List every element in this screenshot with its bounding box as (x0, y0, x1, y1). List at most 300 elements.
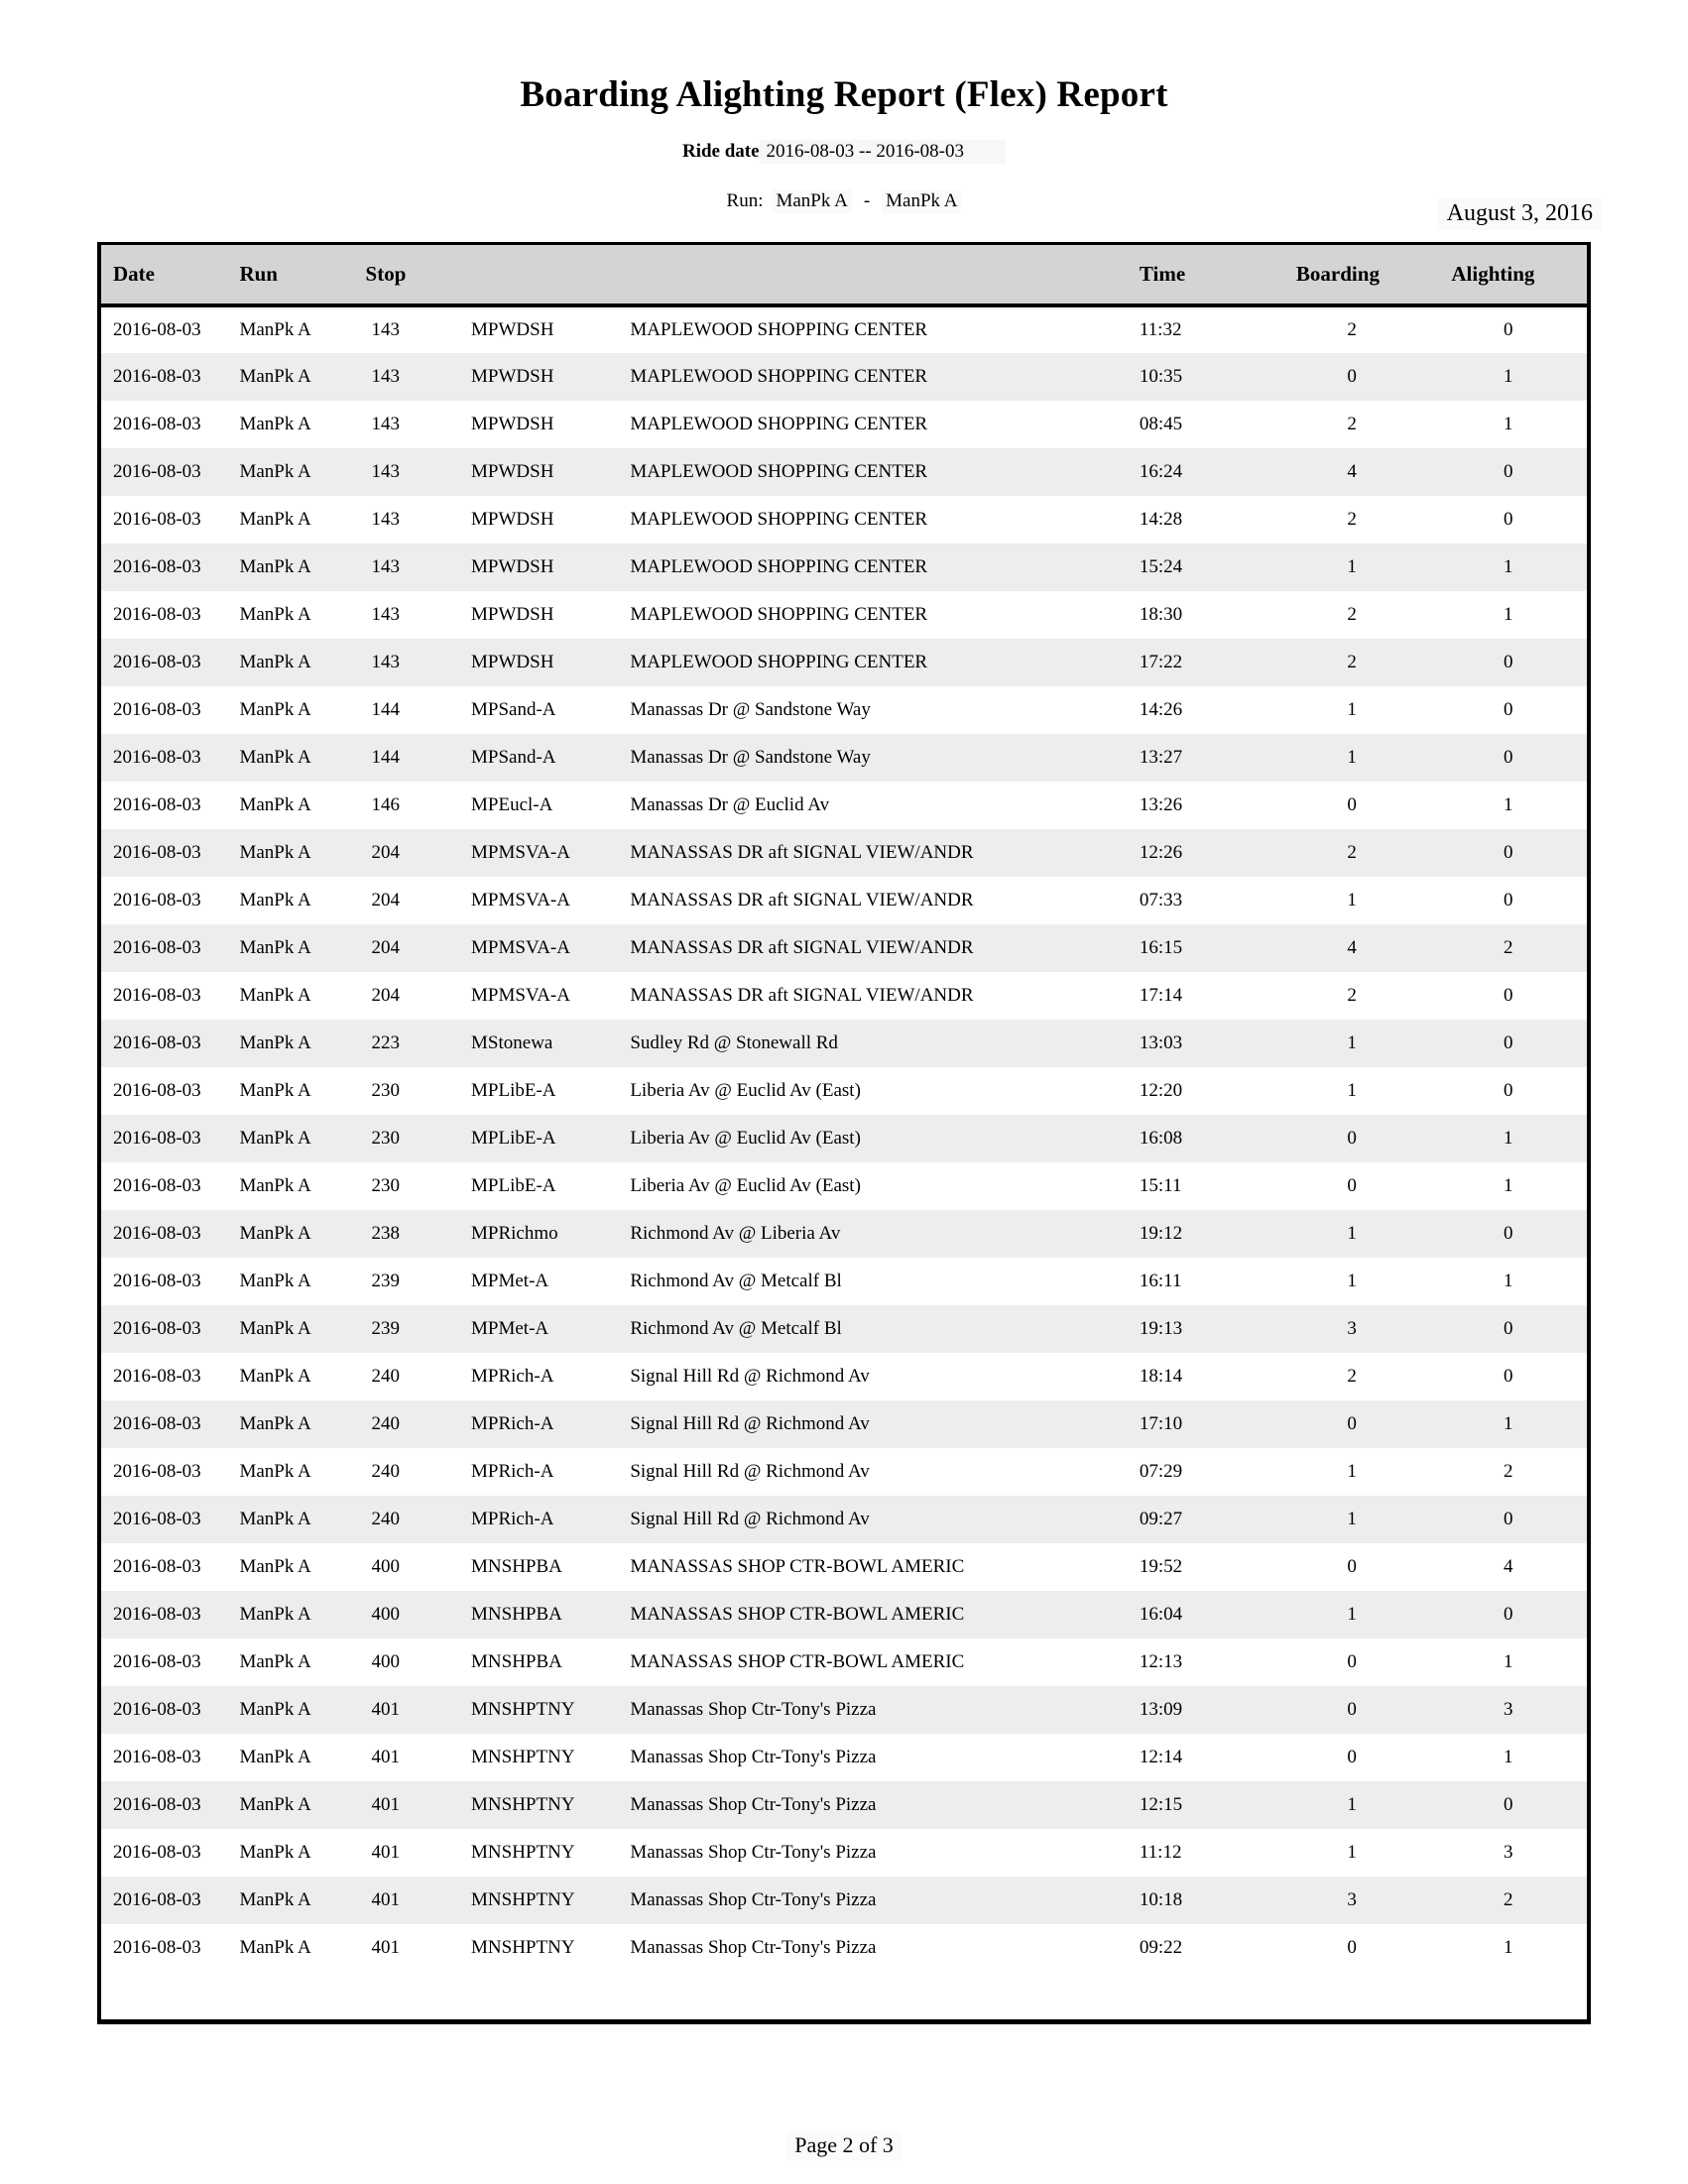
cell-stop-name: Signal Hill Rd @ Richmond Av (612, 1353, 1130, 1400)
cell-time: 19:12 (1130, 1210, 1274, 1258)
cell-stop: 230 (354, 1067, 461, 1115)
cell-alighting: 2 (1429, 924, 1587, 972)
cell-time: 15:11 (1130, 1162, 1274, 1210)
cell-stop-code: MPMSVA-A (461, 829, 612, 877)
cell-run: ManPk A (231, 829, 353, 877)
cell-stop-name: MAPLEWOOD SHOPPING CENTER (612, 401, 1130, 448)
cell-stop: 240 (354, 1400, 461, 1448)
cell-time: 11:32 (1130, 305, 1274, 353)
cell-boarding: 3 (1274, 1305, 1429, 1353)
table-bottom-spacer-cell (101, 1972, 1587, 2019)
cell-run: ManPk A (231, 448, 353, 496)
table-row (101, 1638, 1587, 1686)
cell-boarding: 1 (1274, 1020, 1429, 1067)
table-row (101, 1543, 1587, 1591)
table-row (101, 1400, 1587, 1448)
page-number-text: Page 2 of 3 (786, 2130, 902, 2160)
cell-run: ManPk A (231, 1258, 353, 1305)
cell-alighting: 1 (1429, 1924, 1587, 1972)
cell-time: 19:13 (1130, 1305, 1274, 1353)
cell-run: ManPk A (231, 1210, 353, 1258)
cell-date: 2016-08-03 (101, 1829, 231, 1877)
cell-time: 08:45 (1130, 401, 1274, 448)
cell-stop-code: MPEucl-A (461, 782, 612, 829)
cell-alighting: 0 (1429, 496, 1587, 544)
cell-stop: 204 (354, 877, 461, 924)
cell-date: 2016-08-03 (101, 1115, 231, 1162)
cell-stop-code: MNSHPTNY (461, 1829, 612, 1877)
cell-date: 2016-08-03 (101, 496, 231, 544)
cell-run: ManPk A (231, 496, 353, 544)
cell-boarding: 1 (1274, 1448, 1429, 1496)
table-row (101, 305, 1587, 353)
cell-time: 16:08 (1130, 1115, 1274, 1162)
cell-run: ManPk A (231, 1162, 353, 1210)
cell-stop: 143 (354, 353, 461, 401)
cell-time: 09:27 (1130, 1496, 1274, 1543)
cell-boarding: 1 (1274, 1067, 1429, 1115)
cell-date: 2016-08-03 (101, 1162, 231, 1210)
cell-stop: 143 (354, 496, 461, 544)
cell-alighting: 1 (1429, 1258, 1587, 1305)
page-title: Boarding Alighting Report (Flex) Report (520, 74, 1168, 115)
cell-stop-name: Richmond Av @ Metcalf Bl (612, 1305, 1130, 1353)
cell-stop-name: Manassas Dr @ Sandstone Way (612, 686, 1130, 734)
cell-stop-code: MPSand-A (461, 734, 612, 782)
cell-time: 12:26 (1130, 829, 1274, 877)
table-row (101, 686, 1587, 734)
cell-stop-name: MANASSAS DR aft SIGNAL VIEW/ANDR (612, 877, 1130, 924)
cell-alighting: 0 (1429, 1067, 1587, 1115)
cell-alighting: 1 (1429, 1734, 1587, 1781)
cell-boarding: 2 (1274, 401, 1429, 448)
column-header-stop-name (612, 244, 1130, 305)
cell-boarding: 2 (1274, 829, 1429, 877)
cell-stop-name: MANASSAS SHOP CTR-BOWL AMERIC (612, 1543, 1130, 1591)
cell-alighting: 0 (1429, 1020, 1587, 1067)
cell-alighting: 1 (1429, 401, 1587, 448)
cell-run: ManPk A (231, 591, 353, 639)
cell-stop-code: MNSHPTNY (461, 1924, 612, 1972)
cell-stop-code: MPWDSH (461, 639, 612, 686)
cell-stop: 401 (354, 1829, 461, 1877)
cell-run: ManPk A (231, 686, 353, 734)
cell-date: 2016-08-03 (101, 1400, 231, 1448)
cell-stop-code: MPSand-A (461, 686, 612, 734)
cell-run: ManPk A (231, 353, 353, 401)
cell-date: 2016-08-03 (101, 686, 231, 734)
cell-stop-name: MANASSAS DR aft SIGNAL VIEW/ANDR (612, 972, 1130, 1020)
cell-stop-name: Liberia Av @ Euclid Av (East) (612, 1162, 1130, 1210)
cell-boarding: 2 (1274, 591, 1429, 639)
cell-time: 18:30 (1130, 591, 1274, 639)
cell-boarding: 2 (1274, 496, 1429, 544)
table-row (101, 972, 1587, 1020)
cell-stop-name: MANASSAS SHOP CTR-BOWL AMERIC (612, 1591, 1130, 1638)
ride-date-value: 2016-08-03 -- 2016-08-03 (760, 140, 1006, 164)
cell-date: 2016-08-03 (101, 1877, 231, 1924)
cell-run: ManPk A (231, 1734, 353, 1781)
table-row (101, 782, 1587, 829)
table-body (101, 305, 1587, 2019)
boarding-alighting-table (101, 242, 1587, 2019)
cell-stop-name: MANASSAS DR aft SIGNAL VIEW/ANDR (612, 829, 1130, 877)
cell-stop: 230 (354, 1115, 461, 1162)
table-row (101, 1829, 1587, 1877)
cell-run: ManPk A (231, 1067, 353, 1115)
cell-boarding: 0 (1274, 1162, 1429, 1210)
cell-time: 07:29 (1130, 1448, 1274, 1496)
cell-stop-name: Liberia Av @ Euclid Av (East) (612, 1115, 1130, 1162)
cell-boarding: 0 (1274, 1686, 1429, 1734)
cell-date: 2016-08-03 (101, 734, 231, 782)
cell-boarding: 4 (1274, 448, 1429, 496)
cell-time: 13:27 (1130, 734, 1274, 782)
table-row (101, 639, 1587, 686)
cell-stop-code: MPWDSH (461, 496, 612, 544)
cell-run: ManPk A (231, 734, 353, 782)
cell-stop: 401 (354, 1781, 461, 1829)
cell-time: 13:09 (1130, 1686, 1274, 1734)
cell-date: 2016-08-03 (101, 1353, 231, 1400)
cell-run: ManPk A (231, 1400, 353, 1448)
cell-stop-code: MPLibE-A (461, 1162, 612, 1210)
cell-stop: 240 (354, 1496, 461, 1543)
table-row (101, 1448, 1587, 1496)
table-header (101, 244, 1587, 305)
cell-run: ManPk A (231, 639, 353, 686)
cell-stop-name: Manassas Shop Ctr-Tony's Pizza (612, 1781, 1130, 1829)
table-row (101, 877, 1587, 924)
table-row (101, 1067, 1587, 1115)
cell-stop: 223 (354, 1020, 461, 1067)
cell-stop: 143 (354, 544, 461, 591)
cell-stop-name: Manassas Dr @ Euclid Av (612, 782, 1130, 829)
cell-alighting: 1 (1429, 1638, 1587, 1686)
cell-stop-name: MANASSAS DR aft SIGNAL VIEW/ANDR (612, 924, 1130, 972)
cell-date: 2016-08-03 (101, 829, 231, 877)
cell-alighting: 0 (1429, 972, 1587, 1020)
table-row (101, 544, 1587, 591)
cell-boarding: 1 (1274, 1829, 1429, 1877)
cell-date: 2016-08-03 (101, 353, 231, 401)
cell-alighting: 1 (1429, 591, 1587, 639)
cell-boarding: 1 (1274, 1781, 1429, 1829)
cell-stop-name: Sudley Rd @ Stonewall Rd (612, 1020, 1130, 1067)
cell-alighting: 1 (1429, 1115, 1587, 1162)
cell-stop-name: Richmond Av @ Liberia Av (612, 1210, 1130, 1258)
cell-run: ManPk A (231, 924, 353, 972)
cell-date: 2016-08-03 (101, 1067, 231, 1115)
table-row (101, 591, 1587, 639)
cell-stop-name: Manassas Shop Ctr-Tony's Pizza (612, 1686, 1130, 1734)
cell-date: 2016-08-03 (101, 1020, 231, 1067)
cell-stop: 239 (354, 1305, 461, 1353)
cell-alighting: 0 (1429, 686, 1587, 734)
table-row (101, 1115, 1587, 1162)
cell-stop-code: MNSHPBA (461, 1591, 612, 1638)
cell-run: ManPk A (231, 1924, 353, 1972)
cell-run: ManPk A (231, 1020, 353, 1067)
cell-stop-name: MAPLEWOOD SHOPPING CENTER (612, 448, 1130, 496)
cell-time: 16:15 (1130, 924, 1274, 972)
cell-stop-code: MPRich-A (461, 1353, 612, 1400)
cell-boarding: 0 (1274, 353, 1429, 401)
cell-alighting: 0 (1429, 829, 1587, 877)
cell-stop: 146 (354, 782, 461, 829)
cell-stop-code: MPMSVA-A (461, 924, 612, 972)
cell-time: 12:13 (1130, 1638, 1274, 1686)
cell-boarding: 2 (1274, 972, 1429, 1020)
cell-boarding: 1 (1274, 544, 1429, 591)
cell-stop: 401 (354, 1877, 461, 1924)
cell-boarding: 0 (1274, 1400, 1429, 1448)
cell-time: 09:22 (1130, 1924, 1274, 1972)
cell-alighting: 0 (1429, 734, 1587, 782)
cell-alighting: 1 (1429, 782, 1587, 829)
cell-stop-code: MPLibE-A (461, 1067, 612, 1115)
cell-date: 2016-08-03 (101, 924, 231, 972)
column-header-run: Run (231, 244, 353, 305)
cell-alighting: 1 (1429, 544, 1587, 591)
table-row (101, 734, 1587, 782)
cell-date: 2016-08-03 (101, 544, 231, 591)
run-to-value: ManPk A (882, 189, 961, 213)
cell-stop-name: MAPLEWOOD SHOPPING CENTER (612, 591, 1130, 639)
table-row (101, 1781, 1587, 1829)
cell-time: 15:24 (1130, 544, 1274, 591)
cell-alighting: 0 (1429, 448, 1587, 496)
table-row (101, 496, 1587, 544)
cell-date: 2016-08-03 (101, 448, 231, 496)
table-bottom-spacer (101, 1972, 1587, 2019)
cell-boarding: 1 (1274, 1496, 1429, 1543)
cell-boarding: 1 (1274, 877, 1429, 924)
cell-time: 16:11 (1130, 1258, 1274, 1305)
cell-stop: 400 (354, 1591, 461, 1638)
cell-stop: 204 (354, 829, 461, 877)
cell-date: 2016-08-03 (101, 1591, 231, 1638)
cell-time: 10:35 (1130, 353, 1274, 401)
run-label: Run: (726, 190, 764, 212)
cell-date: 2016-08-03 (101, 1448, 231, 1496)
cell-stop: 401 (354, 1686, 461, 1734)
cell-boarding: 0 (1274, 1924, 1429, 1972)
cell-stop-code: MPWDSH (461, 591, 612, 639)
column-header-date: Date (101, 244, 231, 305)
cell-stop-name: MAPLEWOOD SHOPPING CENTER (612, 639, 1130, 686)
cell-run: ManPk A (231, 305, 353, 353)
cell-stop-name: Signal Hill Rd @ Richmond Av (612, 1448, 1130, 1496)
cell-alighting: 0 (1429, 1496, 1587, 1543)
cell-stop: 204 (354, 972, 461, 1020)
cell-stop-code: MPWDSH (461, 448, 612, 496)
run-from-value: ManPk A (772, 189, 851, 213)
cell-time: 16:04 (1130, 1591, 1274, 1638)
cell-stop: 144 (354, 686, 461, 734)
cell-stop: 401 (354, 1734, 461, 1781)
cell-run: ManPk A (231, 1829, 353, 1877)
table-row (101, 1305, 1587, 1353)
cell-stop-code: MNSHPTNY (461, 1734, 612, 1781)
cell-run: ManPk A (231, 1115, 353, 1162)
cell-stop-code: MPRich-A (461, 1448, 612, 1496)
cell-run: ManPk A (231, 1353, 353, 1400)
cell-run: ManPk A (231, 877, 353, 924)
cell-boarding: 2 (1274, 639, 1429, 686)
cell-stop-code: MPWDSH (461, 544, 612, 591)
cell-date: 2016-08-03 (101, 782, 231, 829)
cell-stop: 240 (354, 1448, 461, 1496)
cell-date: 2016-08-03 (101, 1305, 231, 1353)
cell-stop-name: Manassas Dr @ Sandstone Way (612, 734, 1130, 782)
table-row (101, 1591, 1587, 1638)
cell-time: 14:28 (1130, 496, 1274, 544)
ride-date-label: Ride date (681, 141, 760, 163)
column-header-stop: Stop (354, 244, 461, 305)
cell-run: ManPk A (231, 544, 353, 591)
cell-alighting: 3 (1429, 1686, 1587, 1734)
column-header-alighting: Alighting (1429, 244, 1587, 305)
cell-stop-name: Liberia Av @ Euclid Av (East) (612, 1067, 1130, 1115)
cell-boarding: 0 (1274, 1543, 1429, 1591)
cell-stop-code: MPMSVA-A (461, 877, 612, 924)
table-row (101, 401, 1587, 448)
cell-time: 17:14 (1130, 972, 1274, 1020)
cell-date: 2016-08-03 (101, 1734, 231, 1781)
cell-stop: 400 (354, 1638, 461, 1686)
cell-stop-code: MPRich-A (461, 1400, 612, 1448)
cell-time: 12:20 (1130, 1067, 1274, 1115)
cell-time: 17:22 (1130, 639, 1274, 686)
cell-stop: 400 (354, 1543, 461, 1591)
cell-time: 14:26 (1130, 686, 1274, 734)
cell-date: 2016-08-03 (101, 1686, 231, 1734)
cell-run: ManPk A (231, 1877, 353, 1924)
table-row (101, 353, 1587, 401)
table-row (101, 1210, 1587, 1258)
table-row (101, 1686, 1587, 1734)
cell-date: 2016-08-03 (101, 1781, 231, 1829)
table-row (101, 1496, 1587, 1543)
cell-alighting: 3 (1429, 1829, 1587, 1877)
cell-boarding: 0 (1274, 1734, 1429, 1781)
table-row (101, 1162, 1587, 1210)
cell-time: 13:26 (1130, 782, 1274, 829)
cell-stop-name: Signal Hill Rd @ Richmond Av (612, 1400, 1130, 1448)
cell-run: ManPk A (231, 1543, 353, 1591)
cell-run: ManPk A (231, 1686, 353, 1734)
cell-run: ManPk A (231, 401, 353, 448)
cell-stop-name: Manassas Shop Ctr-Tony's Pizza (612, 1924, 1130, 1972)
cell-alighting: 2 (1429, 1877, 1587, 1924)
cell-stop-name: Manassas Shop Ctr-Tony's Pizza (612, 1829, 1130, 1877)
cell-alighting: 0 (1429, 1781, 1587, 1829)
cell-boarding: 1 (1274, 1258, 1429, 1305)
cell-boarding: 0 (1274, 782, 1429, 829)
cell-stop-code: MPMet-A (461, 1305, 612, 1353)
cell-stop: 144 (354, 734, 461, 782)
cell-boarding: 1 (1274, 686, 1429, 734)
cell-stop: 143 (354, 639, 461, 686)
cell-boarding: 2 (1274, 305, 1429, 353)
table-header-row (101, 244, 1587, 305)
cell-alighting: 0 (1429, 305, 1587, 353)
cell-stop-code: MPMet-A (461, 1258, 612, 1305)
cell-stop-code: MPMSVA-A (461, 972, 612, 1020)
cell-alighting: 0 (1429, 1591, 1587, 1638)
cell-alighting: 1 (1429, 1162, 1587, 1210)
cell-boarding: 1 (1274, 1210, 1429, 1258)
table-row (101, 448, 1587, 496)
cell-boarding: 2 (1274, 1353, 1429, 1400)
report-print-date: August 3, 2016 (1437, 198, 1603, 230)
cell-alighting: 0 (1429, 1210, 1587, 1258)
run-line (0, 189, 1688, 213)
cell-stop-code: MStonewa (461, 1020, 612, 1067)
cell-time: 19:52 (1130, 1543, 1274, 1591)
cell-stop-code: MNSHPBA (461, 1543, 612, 1591)
cell-stop-code: MPRichmo (461, 1210, 612, 1258)
table-row (101, 924, 1587, 972)
cell-time: 18:14 (1130, 1353, 1274, 1400)
cell-stop-code: MNSHPTNY (461, 1781, 612, 1829)
cell-stop-code: MNSHPTNY (461, 1686, 612, 1734)
cell-stop: 143 (354, 305, 461, 353)
cell-stop: 238 (354, 1210, 461, 1258)
cell-stop-name: MAPLEWOOD SHOPPING CENTER (612, 496, 1130, 544)
cell-alighting: 2 (1429, 1448, 1587, 1496)
cell-date: 2016-08-03 (101, 1496, 231, 1543)
cell-boarding: 0 (1274, 1638, 1429, 1686)
page-footer (0, 2130, 1688, 2160)
cell-stop-code: MPWDSH (461, 305, 612, 353)
cell-run: ManPk A (231, 1496, 353, 1543)
cell-alighting: 0 (1429, 877, 1587, 924)
cell-stop-code: MNSHPTNY (461, 1877, 612, 1924)
cell-stop-code: MPLibE-A (461, 1115, 612, 1162)
cell-time: 13:03 (1130, 1020, 1274, 1067)
ride-date-line (0, 140, 1688, 164)
table-row (101, 1020, 1587, 1067)
cell-stop: 143 (354, 591, 461, 639)
cell-run: ManPk A (231, 972, 353, 1020)
table-row (101, 1734, 1587, 1781)
cell-stop-name: MAPLEWOOD SHOPPING CENTER (612, 544, 1130, 591)
cell-stop-name: Manassas Shop Ctr-Tony's Pizza (612, 1877, 1130, 1924)
cell-date: 2016-08-03 (101, 1258, 231, 1305)
cell-alighting: 4 (1429, 1543, 1587, 1591)
column-header-boarding: Boarding (1274, 244, 1429, 305)
cell-stop-name: Signal Hill Rd @ Richmond Av (612, 1496, 1130, 1543)
cell-stop: 240 (354, 1353, 461, 1400)
cell-date: 2016-08-03 (101, 305, 231, 353)
cell-date: 2016-08-03 (101, 1543, 231, 1591)
cell-stop-code: MNSHPBA (461, 1638, 612, 1686)
cell-time: 07:33 (1130, 877, 1274, 924)
cell-stop-name: MAPLEWOOD SHOPPING CENTER (612, 305, 1130, 353)
cell-boarding: 0 (1274, 1115, 1429, 1162)
table-row (101, 1924, 1587, 1972)
cell-run: ManPk A (231, 1305, 353, 1353)
report-table-container (97, 242, 1591, 2024)
column-header-time: Time (1130, 244, 1274, 305)
cell-time: 10:18 (1130, 1877, 1274, 1924)
table-row (101, 1353, 1587, 1400)
cell-time: 16:24 (1130, 448, 1274, 496)
table-row (101, 1258, 1587, 1305)
cell-date: 2016-08-03 (101, 401, 231, 448)
